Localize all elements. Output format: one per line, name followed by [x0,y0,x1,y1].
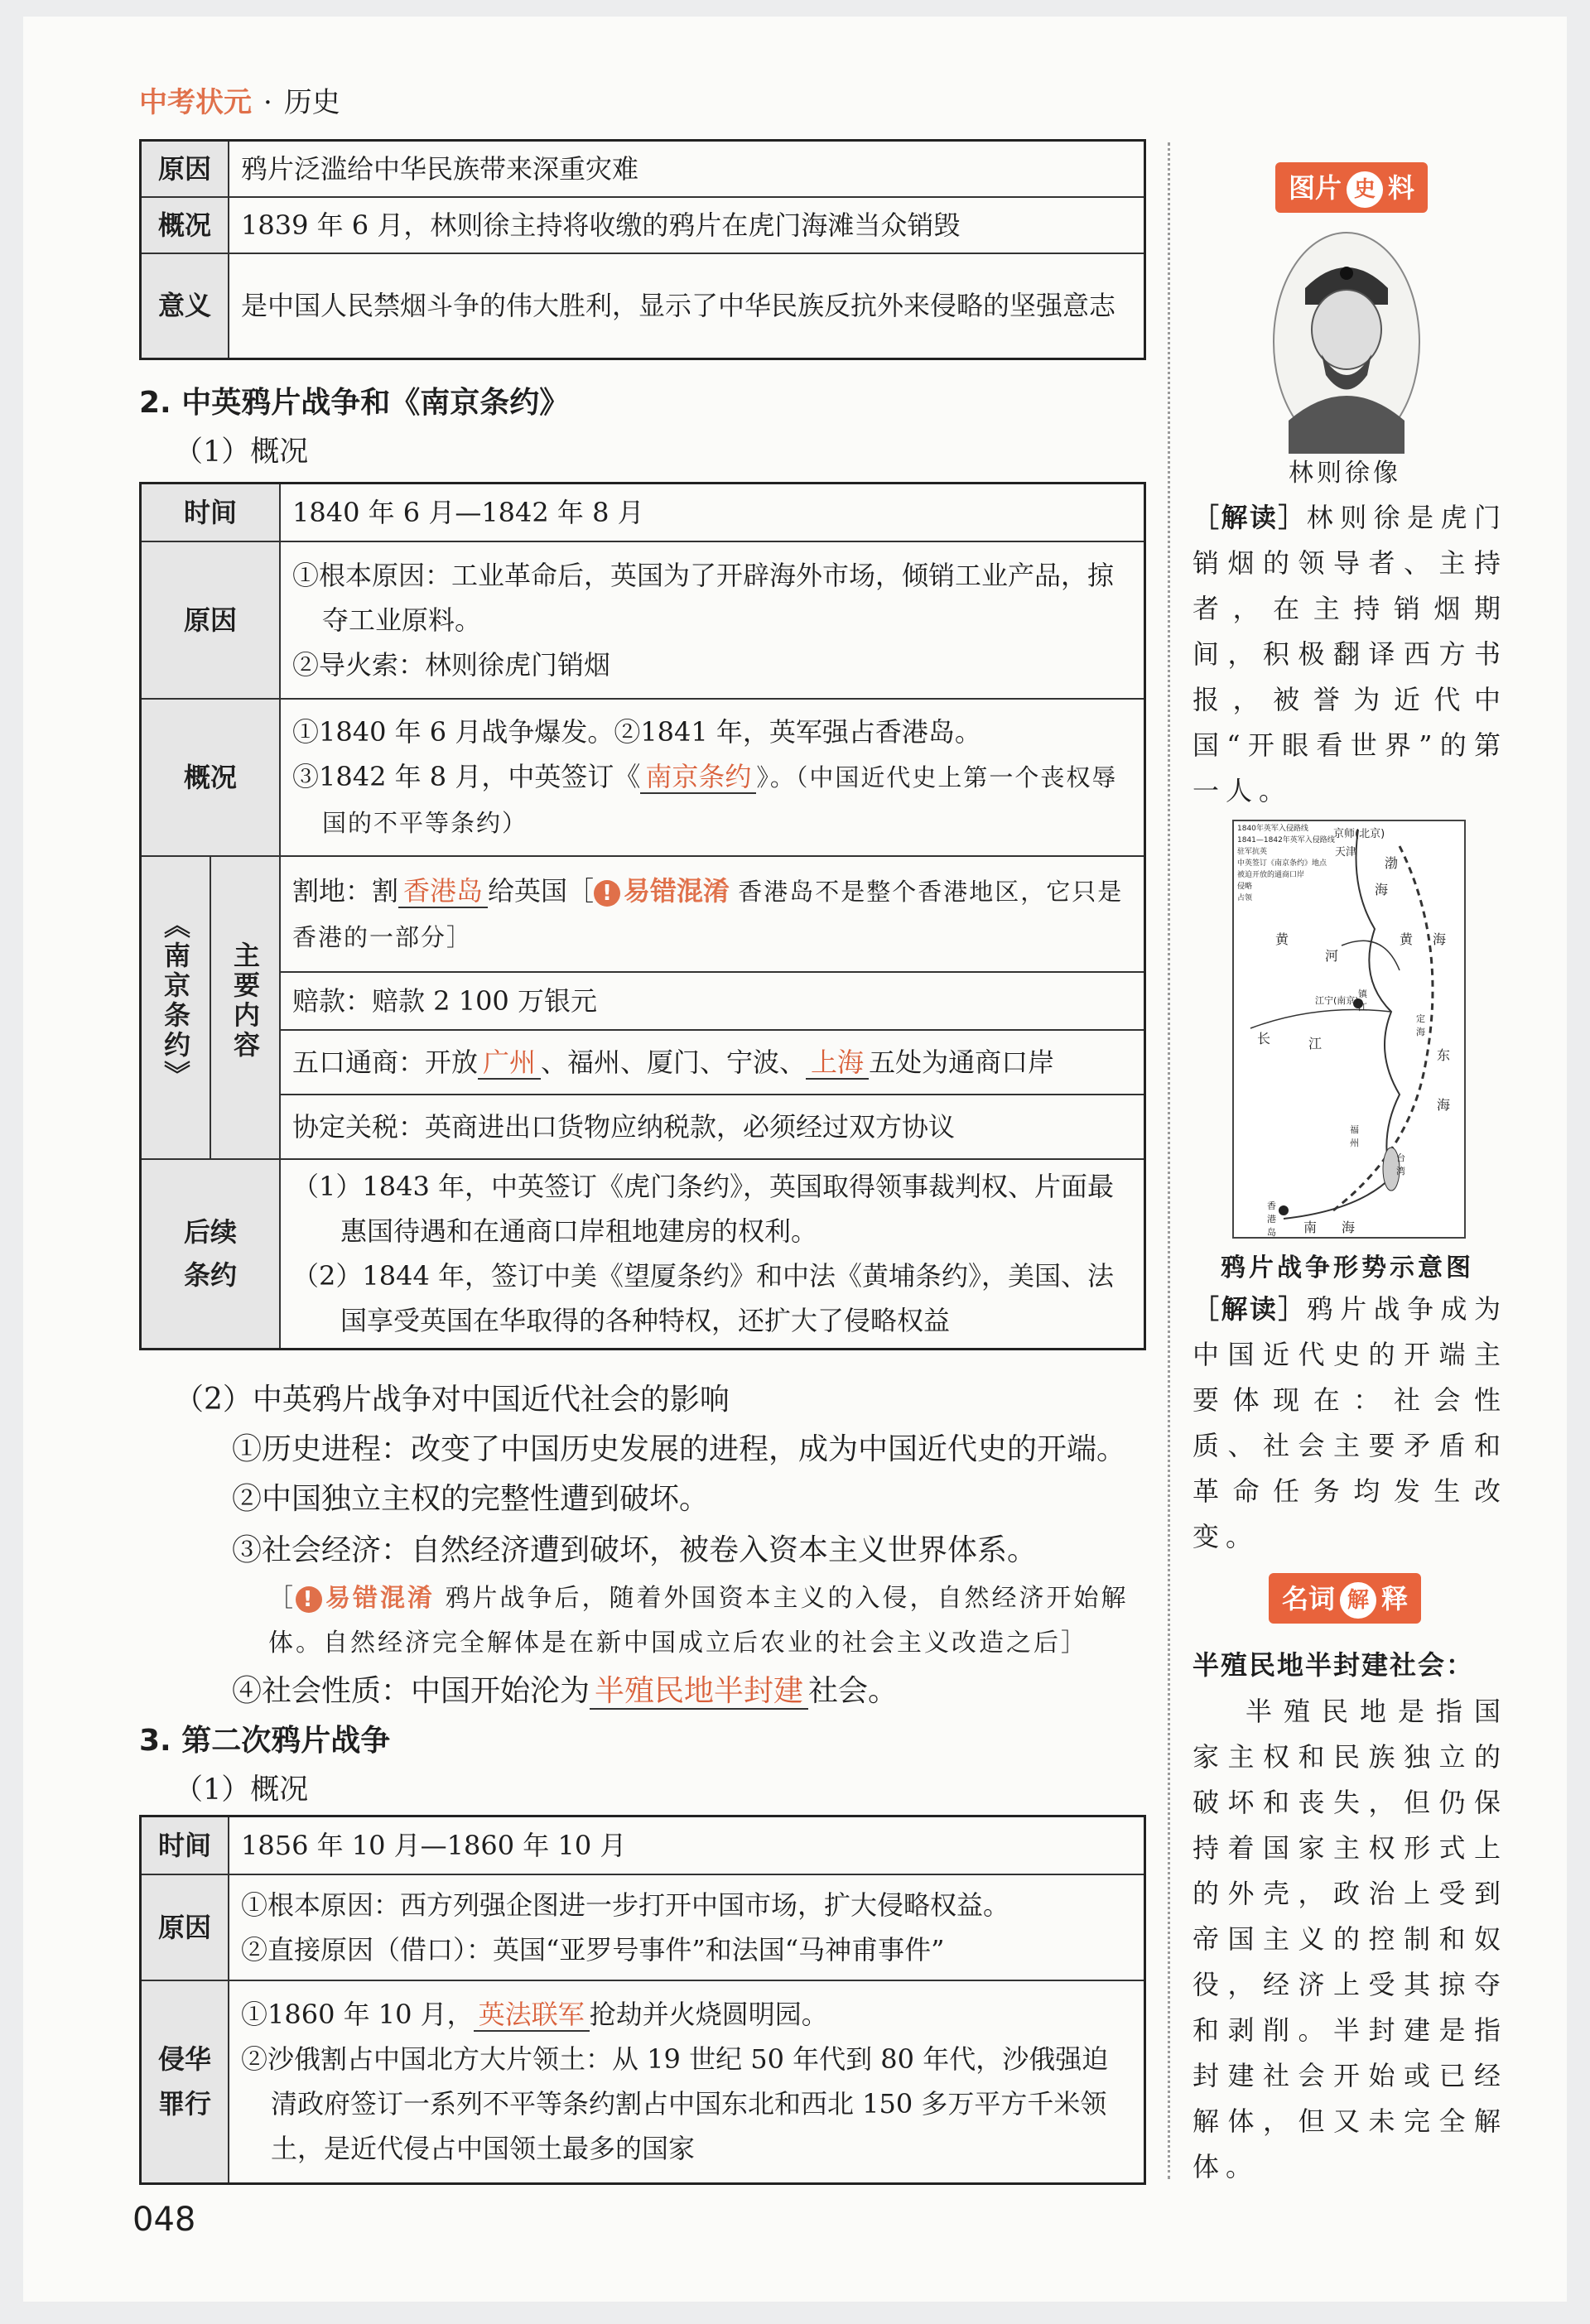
table-cell [280,1030,1145,1095]
legend-item: 1840年英军入侵路线 [1237,825,1308,833]
legend-item: 占领 [1237,894,1253,902]
table-cell: 1840 年 6 月—1842 年 8 月 [280,484,1145,541]
table-cell [280,699,1145,856]
lin-zexu-portrait [1272,230,1421,454]
map-label: 京师(北京) [1333,828,1385,840]
treaty-contents: 主要内容 [229,941,261,1061]
column-divider [1168,142,1170,2179]
badge-text: 释 [1381,1583,1409,1614]
interpretation-text: 鸦片战争成为中国近代史的开端主要体现在：社会性质、社会主要矛盾和革命任务均发生改变。 [1192,1293,1507,1552]
text: 社会。 [808,1674,899,1708]
interpretation-tag: ［解读］ [1192,502,1307,533]
warning-tag [594,875,730,907]
row-label: 原因 [141,1874,229,1980]
warning-icon: ! [296,1586,322,1613]
table-cell: 协定关税：英商进出口货物应纳税款，必须经过双方协议 [280,1095,1145,1159]
text: 抢劫并火烧圆明园。 [589,1999,828,2031]
table-cell: 是中国人民禁烟斗争的伟大胜利，显示了中华民族反抗外来侵略的坚强意志 [229,253,1145,359]
map-label: 黄 [1275,931,1289,947]
treaty-label [141,856,211,1159]
badge-text: 图片 [1289,172,1342,204]
map-label: 南 [1303,1220,1318,1235]
map-label: 海 [1375,882,1389,897]
warning-note: 香港岛不是整个香港地区，它只是香港的一部分］ [292,877,1124,951]
row-label: 概况 [141,197,229,253]
table-opium-war [139,482,1146,1350]
treaty-name: 《南京条约》 [160,911,191,1090]
badge-text: 料 [1388,172,1415,204]
table-cell [229,1874,1145,1980]
text: 、福州、厦门、宁波、 [541,1046,807,1078]
cause-direct: ②直接原因（借口）：英国“亚罗号事件”和法国“马神甫事件” [241,1933,945,1966]
fill-blank: 南京条约 [640,761,756,794]
map-label: 定海 [1416,1013,1425,1037]
map-label: 天津 [1335,846,1357,859]
map-label: 镇江 [1358,989,1367,1013]
text: ③1842 年 8 月，中英签订《 [292,760,641,792]
row-label: 概况 [141,699,281,856]
impact-note: ［ ! 易错混淆 鸦片战争后，随着外国资本主义的入侵，自然经济开始解体。自然经济完全解体是在新中国成立后农业的社会主义改造之后］ [268,1584,1129,1658]
table-opium-burning [139,139,1146,360]
portrait-caption: 林则徐像 [1289,459,1401,488]
row-label [141,1980,229,2184]
page-number: 048 [132,2201,196,2239]
map-label: 福州 [1350,1124,1359,1148]
row-label: 时间 [141,1816,229,1874]
interpretation-2 [1192,1287,1507,1560]
section-heading: 3. 第二次鸦片战争 [139,1724,391,1758]
table-cell [280,1159,1145,1350]
table-cell [280,541,1145,699]
table-cell: 赔款：赔款 2 100 万银元 [280,972,1145,1030]
legend-item: 驻军抗英 [1237,848,1268,856]
interpretation-tag: ［解读］ [1192,1293,1307,1325]
map-label: 海 [1437,1097,1451,1113]
map-label: 江 [1308,1036,1323,1051]
term-body: 半殖民地是指国家主权和民族独立的破坏和丧失，但仍保持着国家主权形式上的外壳，政治上受到帝国主义的控制和奴役，经济上受其掠夺和剥削。半封建是指封建社会开始或已经解体，但又未完全解体。 [1192,1696,1507,2182]
term-title: 半殖民地半封建社会： [1192,1649,1475,1681]
table-second-opium-war [139,1815,1146,2185]
sub-heading: （1）概况 [174,1773,309,1807]
cause-root: ①根本原因：工业革命后，英国为了开辟海外市场，倾销工业产品，掠夺工业原料。 [292,559,1115,636]
section-heading: 2. 中英鸦片战争和《南京条约》 [139,386,570,420]
opium-war-map [1232,820,1466,1239]
text: 五处为通商口岸 [869,1046,1055,1078]
later-treaty: （2）1844 年，签订中美《望厦条约》和中法《黄埔条约》，美国、法国享受英国在华取得的各种特权，还扩大了侵略权益 [292,1260,1114,1337]
crime-item: ②沙俄割占中国北方大片领土：从 19 世纪 50 年代到 80 年代，沙俄强迫清政府签订一系列不平等条约割占中国东北和西北 150 多万平方千米领土，是近代侵占中国领土最多的国家 [241,2043,1109,2165]
warning-icon: ! [594,880,620,907]
badge-term-explanation [1269,1573,1421,1624]
fill-blank: 上海 [806,1047,869,1080]
map-label: 海 [1433,931,1447,947]
page-header: 中考状元 · 历史 [139,86,340,119]
text: 五口通商：开放 [292,1046,479,1078]
map-label: 海 [1342,1220,1356,1235]
fill-blank: 香港岛 [398,875,488,908]
row-label: 原因 [141,141,229,197]
crimes-label: 侵华罪行 [157,2043,211,2120]
table-cell: 1839 年 6 月，林则徐主持将收缴的鸦片在虎门海滩当众销毁 [229,197,1145,253]
impact-item: ①历史进程：改变了中国历史发展的进程，成为中国近代史的开端。 [232,1432,1127,1466]
impact-item: ③社会经济：自然经济遭到破坏，被卷入资本主义世界体系。 [232,1533,1038,1567]
row-label: 原因 [141,541,281,699]
treaty-label [210,856,280,1159]
table-cell [229,1980,1145,2184]
row-label [141,1159,281,1350]
legend-item: 1841—1842年英军入侵路线 [1237,836,1335,844]
interpretation-text: 林则徐是虎门销烟的领导者、主持者，在主持销烟期间，积极翻译西方书报，被誉为近代中国“开眼看世界”的第一人。 [1192,502,1507,806]
table-cell: 1856 年 10 月—1860 年 10 月 [229,1816,1145,1874]
fill-blank: 半殖民地半封建 [590,1674,808,1710]
impact-item: ②中国独立主权的完整性遭到破坏。 [232,1482,710,1516]
later-treaties-label: 后续条约 [183,1216,237,1292]
legend-item: 被迫开放的通商口岸 [1237,871,1305,879]
map-label: 长 [1257,1031,1271,1047]
sub-heading: （1）概况 [174,435,309,469]
map-caption: 鸦片战争形势示意图 [1221,1253,1474,1282]
warning-tag [296,1584,435,1613]
table-cell: 鸦片泛滥给中华民族带来深重灾难 [229,141,1145,197]
map-label: 香港岛 [1267,1200,1276,1238]
row-label: 时间 [141,484,281,541]
map-label: 台湾 [1396,1152,1405,1176]
warning-label: 易错混淆 [325,1584,435,1613]
warning-label: 易错混淆 [624,874,730,907]
overview-line: ①1840 年 6 月战争爆发。②1841 年，英军强占香港岛。 [292,715,981,748]
row-label: 意义 [141,253,229,359]
map-label: 河 [1325,948,1339,964]
badge-text: 名词 [1282,1583,1336,1614]
map-label: 江宁(南京) [1315,995,1359,1006]
text: 给英国［ [488,874,595,907]
badge-circle: 史 [1347,171,1383,208]
text: ④社会性质：中国开始沦为 [232,1674,590,1708]
brand-logo: 中考状元 [139,86,252,119]
later-treaty: （1）1843 年，中英签订《虎门条约》，英国取得领事裁判权、片面最惠国待遇和在通商口岸租地建房的权利。 [292,1171,1114,1248]
badge-circle: 解 [1340,1582,1376,1619]
text: 割地：割 [292,874,399,907]
cause-root: ①根本原因：西方列强企图进一步打开中国市场，扩大侵略权益。 [241,1889,1010,1921]
map-label: 渤 [1385,855,1399,871]
fill-blank: 英法联军 [474,1999,590,2032]
fill-blank: 广州 [478,1047,541,1080]
note-text: 鸦片战争后，随着外国资本主义的入侵，自然经济开始解体。自然经济完全解体是在新中国成立后农业的社会主义改造之后］ [268,1584,1129,1658]
overview-line [292,754,1132,845]
impact-heading: （2）中英鸦片战争对中国近代社会的影响 [174,1383,730,1417]
map-label: 黄 [1400,931,1414,947]
text: ①1860 年 10 月， [241,1999,474,2031]
table-cell [280,856,1145,972]
map-label: 东 [1437,1047,1451,1063]
crime-item [241,1992,1132,2037]
badge-picture-material [1275,162,1428,213]
map-legend [1237,823,1337,904]
legend-item: 侵略 [1237,883,1253,891]
interpretation-1 [1192,495,1507,814]
cause-trigger: ②导火索：林则徐虎门销烟 [292,648,611,681]
text: 》。（中国近代史上第一个丧权辱国的不平等条约） [322,763,1118,837]
subject-title: 历史 [283,86,340,119]
impact-item [232,1666,898,1717]
legend-item: 中英签订《南京条约》地点 [1237,859,1327,868]
